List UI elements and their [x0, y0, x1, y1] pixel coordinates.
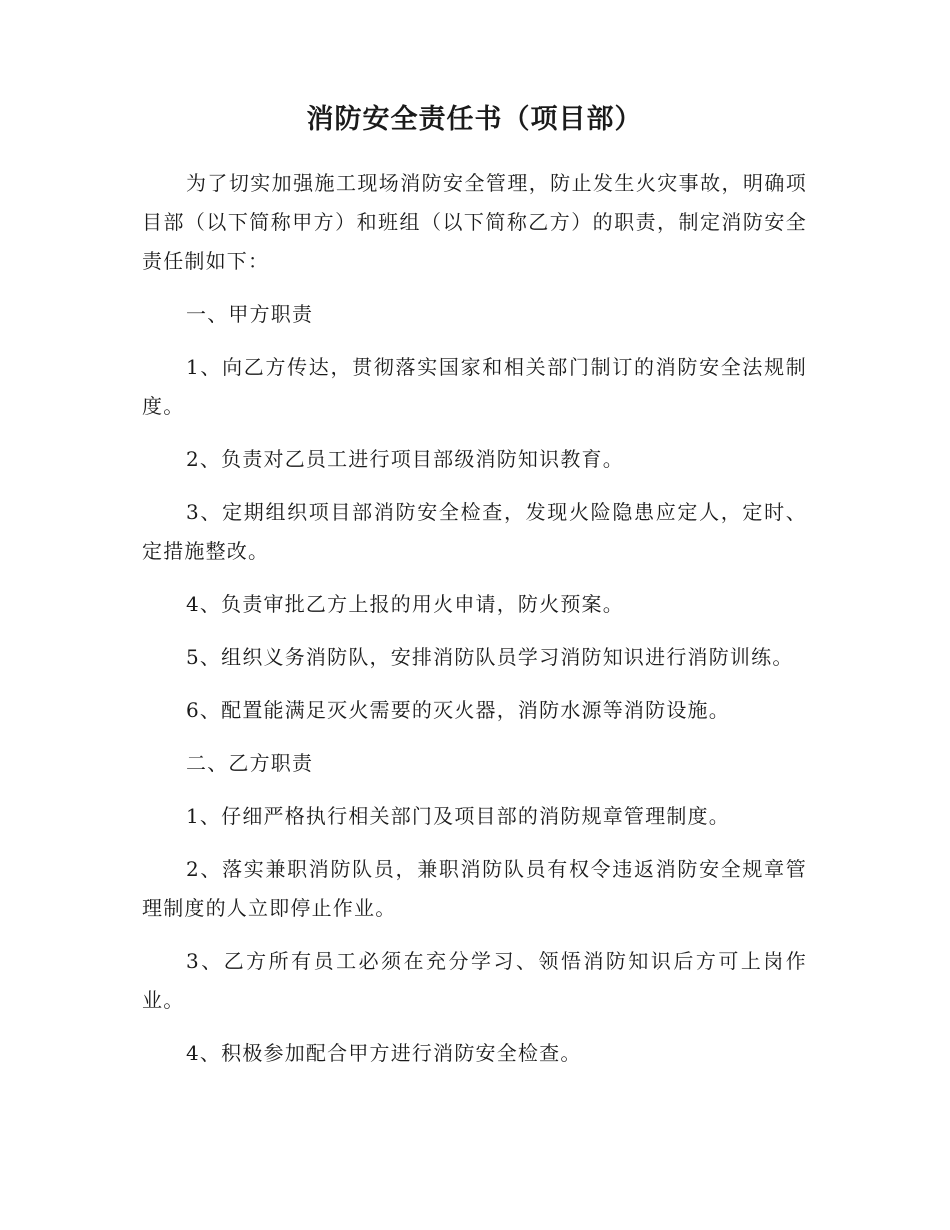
- section-a-item-1: 1、向乙方传达，贯彻落实国家和相关部门制订的消防安全法规制度。: [142, 355, 807, 418]
- section-a-item-3: 3、定期组织项目部消防安全检查，发现火险隐患应定人，定时、定措施整改。: [142, 500, 807, 563]
- section-a-item-6: 6、配置能满足灭火需要的灭火器，消防水源等消防设施。: [186, 698, 730, 722]
- section-b-item-3: 3、乙方所有员工必须在充分学习、领悟消防知识后方可上岗作业。: [142, 949, 807, 1012]
- intro-paragraph: 为了切实加强施工现场消防安全管理，防止发生火灾事故，明确项目部（以下简称甲方）和班组（以下简称乙方）的职责，制定消防安全责任制如下：: [142, 171, 807, 273]
- section-a-item-4: 4、负责审批乙方上报的用火申请，防火预案。: [186, 592, 624, 616]
- section-b-item-2: 2、落实兼职消防队员，兼职消防队员有权令违返消防安全规章管理制度的人立即停止作业。: [142, 857, 807, 920]
- document-page: [142, 100, 807, 1087]
- section-b-item-4: 4、积极参加配合甲方进行消防安全检查。: [186, 1041, 582, 1065]
- document-title: 消防安全责任书（项目部）: [306, 104, 643, 135]
- section-a-heading: 一、甲方职责: [186, 302, 314, 326]
- section-a-item-5: 5、组织义务消防队，安排消防队员学习消防知识进行消防训练。: [186, 645, 794, 669]
- section-b-item-1: 1、仔细严格执行相关部门及项目部的消防规章管理制度。: [186, 804, 730, 828]
- section-a-item-2: 2、负责对乙员工进行项目部级消防知识教育。: [186, 447, 624, 471]
- section-b-heading: 二、乙方职责: [186, 751, 314, 775]
